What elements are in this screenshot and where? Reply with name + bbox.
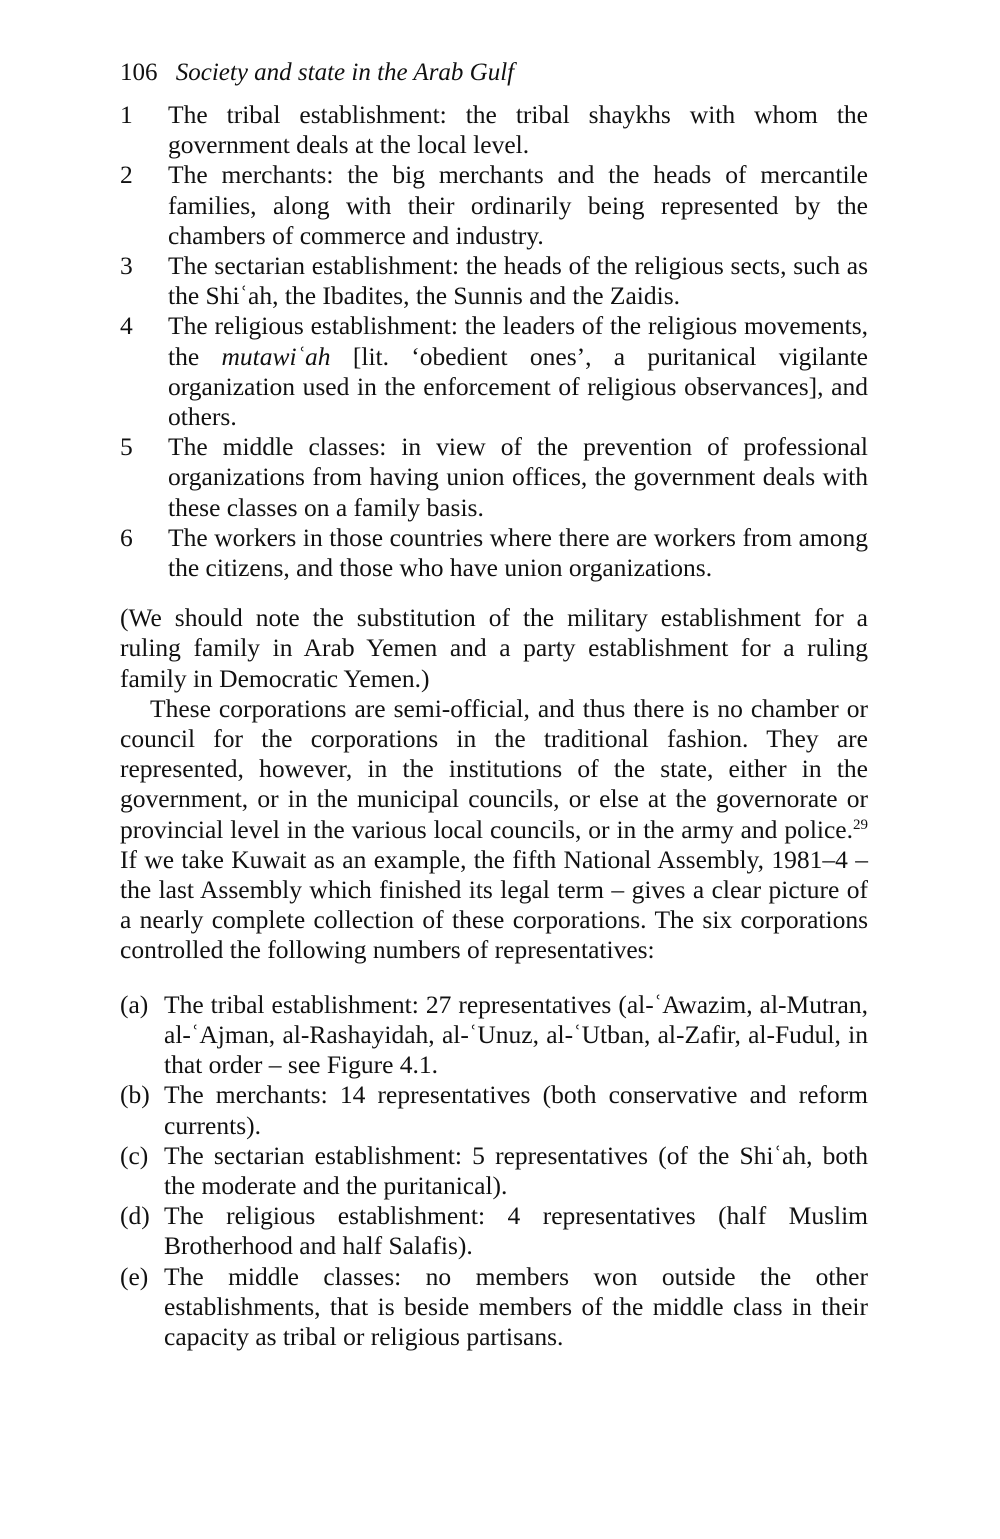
list-item <box>120 1262 868 1353</box>
item-number: 6 <box>120 522 133 552</box>
paragraph-text: These corporations are semi-official, and thus there is no chamber or council for the corporations in the traditional fashion. They are represented, however, in the institutions of the state, either in the government, or in the municipal councils, or else at the governorate or provincial level in the various local councils, or in the army and police. <box>120 693 868 844</box>
item-term: mutawiʿah <box>221 341 331 371</box>
item-text: The tribal establishment: the tribal shaykhs with whom the government deals at the local level. <box>168 100 868 160</box>
paragraph-note: (We should note the substitution of the military establishment for a ruling family in Arab Yemen and a party establishment for a ruling family in Democratic Yemen.) <box>120 603 868 693</box>
item-text: The sectarian establishment: 5 representatives (of the Shiʿah, both the moderate and the puritanical). <box>164 1140 868 1200</box>
item-letter: (c) <box>120 1140 149 1170</box>
item-letter: (d) <box>120 1201 150 1231</box>
item-number: 4 <box>120 311 133 341</box>
corporations-list <box>120 100 868 583</box>
item-text: The middle classes: no members won outside the other establishments, that is beside members of the middle class in their capacity as tribal or religious partisans. <box>164 1261 868 1351</box>
item-number: 5 <box>120 432 133 462</box>
item-letter: (b) <box>120 1080 150 1110</box>
item-text-pre: The religious establishment: the leaders of the religious movements, the <box>168 311 868 371</box>
item-text: The sectarian establishment: the heads of the religious sects, such as the Shiʿah, the Ibadites, the Sunnis and the Zaidis. <box>168 251 868 311</box>
list-item <box>120 523 868 583</box>
item-letter: (a) <box>120 989 149 1019</box>
page-number: 106 <box>120 59 158 86</box>
item-letter: (e) <box>120 1261 149 1291</box>
list-item <box>120 251 868 311</box>
item-number: 3 <box>120 251 133 281</box>
item-text: The workers in those countries where there are workers from among the citizens, and those who have union organizations. <box>168 522 868 583</box>
list-item <box>120 1141 868 1201</box>
list-item <box>120 311 868 432</box>
paragraph-text: If we take Kuwait as an example, the fifth National Assembly, 1981–4 – the last Assembly which finished its legal term – gives a clear picture of a nearly complete collection of these corporations. The six corporations controlled the following numbers of representatives: <box>120 844 868 965</box>
footnote-marker: 29 <box>853 816 868 833</box>
item-number: 2 <box>120 160 133 190</box>
item-text: The merchants: the big merchants and the heads of mercantile families, along with their ordinarily being represented by the chambers of commerce and industry. <box>168 160 868 250</box>
list-item <box>120 1201 868 1261</box>
list-item <box>120 160 868 251</box>
item-text: The merchants: 14 representatives (both conservative and reform currents). <box>164 1080 868 1140</box>
running-head <box>120 58 868 92</box>
item-number: 1 <box>120 100 133 129</box>
representatives-list <box>120 990 868 1352</box>
item-text: The religious establishment: 4 representatives (half Muslim Brotherhood and half Salafis). <box>164 1201 868 1261</box>
item-text: The middle classes: in view of the prevention of professional organizations from having union offices, the government deals with these classes on a family basis. <box>168 432 868 522</box>
list-item <box>120 990 868 1081</box>
book-page <box>120 58 868 1352</box>
item-text: The tribal establishment: 27 representatives (al-ʿAwazim, al-Mutran, al-ʿAjman, al-Rashayidah, al-ʿUnuz, al-ʿUtban, al-Zafir, al-Fudul, in that order – see Figure 4.1. <box>164 989 868 1080</box>
list-item <box>120 100 868 160</box>
list-item <box>120 1080 868 1140</box>
running-title: Society and state in the Arab Gulf <box>175 59 515 86</box>
list-item <box>120 432 868 523</box>
paragraph-body <box>120 694 868 966</box>
item-text-post: [lit. ‘obedient ones’, a puritanical vigilante organization used in the enforcement of religious observances], and others. <box>168 341 869 432</box>
